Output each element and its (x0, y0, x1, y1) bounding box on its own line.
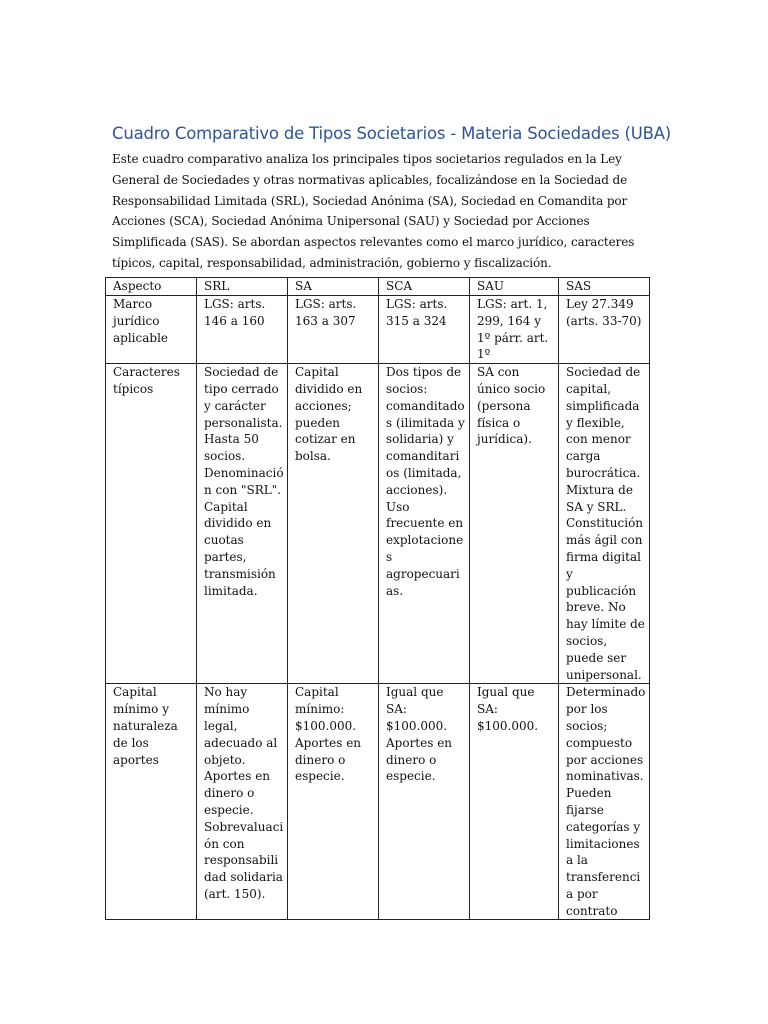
table-cell: Sociedad de tipo cerrado y carácter personalista. Hasta 50 socios. Denominación con "SRL". Capital dividido en cuotas partes, transmisión limitada. (197, 364, 288, 684)
header-cell-aspecto: Aspecto (106, 278, 197, 296)
header-cell-sa: SA (288, 278, 379, 296)
header-cell-sas: SAS (559, 278, 650, 296)
table-cell: Igual que SA: $100.000. (470, 684, 559, 920)
table-cell: Igual que SA: $100.000. Aportes en dinero o especie. (379, 684, 470, 920)
header-cell-sca: SCA (379, 278, 470, 296)
table-cell: LGS: arts. 146 a 160 (197, 296, 288, 364)
table-cell: SA con único socio (persona física o jurídica). (470, 364, 559, 684)
table-row (106, 684, 650, 920)
table-cell: Capital mínimo y naturaleza de los aportes (106, 684, 197, 920)
comparison-table (105, 277, 650, 920)
table-cell: No hay mínimo legal, adecuado al objeto. Aportes en dinero o especie. Sobrevaluación con responsabilidad solidaria (art. 150). (197, 684, 288, 920)
table-cell: Marco jurídico aplicable (106, 296, 197, 364)
table-cell: LGS: arts. 163 a 307 (288, 296, 379, 364)
table-cell: Caracteres típicos (106, 364, 197, 684)
table-row (106, 364, 650, 684)
table-cell: Sociedad de capital, simplificada y flexible, con menor carga burocrática. Mixtura de SA y SRL. Constitución más ágil con firma digital y publicación breve. No hay límite de socios, puede ser unipersonal. (559, 364, 650, 684)
table-cell: Ley 27.349 (arts. 33-70) (559, 296, 650, 364)
table-header-row (106, 278, 650, 296)
document-title: Cuadro Comparativo de Tipos Societarios - Materia Sociedades (UBA) (112, 124, 672, 143)
table-cell: Determinado por los socios; compuesto por acciones nominativas. Pueden fijarse categorías y limitaciones a la transferencia por contrato (559, 684, 650, 920)
header-cell-srl: SRL (197, 278, 288, 296)
table-cell: Capital mínimo: $100.000. Aportes en dinero o especie. (288, 684, 379, 920)
header-cell-sau: SAU (470, 278, 559, 296)
intro-paragraph: Este cuadro comparativo analiza los principales tipos societarios regulados en la Ley General de Sociedades y otras normativas aplicables, focalizándose en la Sociedad de Responsabilidad Limitada (SRL), Sociedad Anónima (SA), Sociedad en Comandita por Acciones (SCA), Sociedad Anónima Unipersonal (SAU) y Sociedad por Acciones Simplificada (SAS). Se abordan aspectos relevantes como el marco jurídico, caracteres típicos, capital, responsabilidad, administración, gobierno y fiscalización. (112, 152, 635, 270)
table-cell: LGS: art. 1, 299, 164 y 1º párr. art. 1º (470, 296, 559, 364)
table-cell: Capital dividido en acciones; pueden cotizar en bolsa. (288, 364, 379, 684)
table-row (106, 296, 650, 364)
table-cell: LGS: arts. 315 a 324 (379, 296, 470, 364)
table-cell: Dos tipos de socios: comanditados (ilimitada y solidaria) y comanditarios (limitada, acciones). Uso frecuente en explotaciones agropecuarias. (379, 364, 470, 684)
